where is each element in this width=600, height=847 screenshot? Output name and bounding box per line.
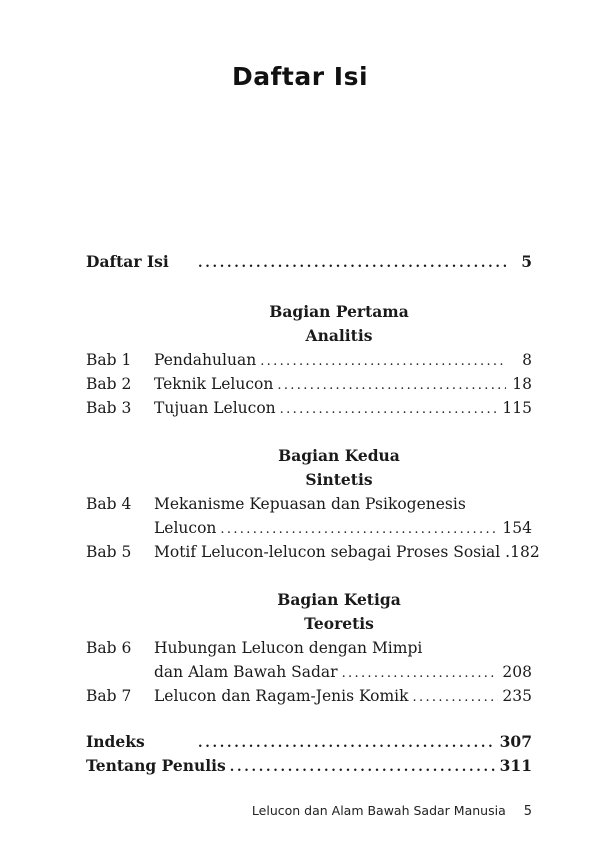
running-title: Lelucon dan Alam Bawah Sadar Manusia xyxy=(251,803,506,818)
toc-entry-continuation xyxy=(86,660,532,684)
toc-entry xyxy=(86,540,540,564)
dot-leader xyxy=(280,398,499,422)
part-label: Bagian Ketiga xyxy=(277,590,401,609)
toc-entry-title: Indeks xyxy=(86,732,145,751)
chapter-number: Bab 3 xyxy=(86,399,132,417)
toc-entry-page: 307 xyxy=(499,732,532,751)
part-name: Sintetis xyxy=(305,470,373,489)
toc-entry-title: Daftar Isi xyxy=(86,252,169,271)
chapter-page: 154 xyxy=(502,519,532,537)
toc-entry-title: Tentang Penulis xyxy=(86,756,226,775)
chapter-page: 8 xyxy=(522,351,532,369)
toc-entry-continuation xyxy=(86,516,532,540)
chapter-page: 18 xyxy=(512,375,532,393)
toc-entry xyxy=(86,636,532,660)
toc-entry xyxy=(86,492,532,516)
chapter-page: 182 xyxy=(510,543,540,561)
page-title: Daftar Isi xyxy=(231,62,369,91)
chapter-number: Bab 5 xyxy=(86,543,132,561)
chapter-number: Bab 2 xyxy=(86,375,132,393)
part-label: Bagian Pertama xyxy=(269,302,409,321)
dot-leader xyxy=(198,732,496,756)
chapter-page: 115 xyxy=(502,399,532,417)
chapter-title: Lelucon xyxy=(154,519,217,537)
toc-entry xyxy=(86,684,532,708)
part-label: Bagian Kedua xyxy=(278,446,400,465)
dot-leader xyxy=(277,374,506,398)
dot-leader xyxy=(413,686,499,710)
dot-leader xyxy=(198,252,506,276)
chapter-number: Bab 4 xyxy=(86,495,132,513)
chapter-title: dan Alam Bawah Sadar xyxy=(154,663,338,681)
chapter-title: Motif Lelucon-lelucon sebagai Proses Sosial . xyxy=(154,543,511,561)
page-number: 5 xyxy=(523,804,532,819)
dot-leader xyxy=(342,662,499,686)
dot-leader xyxy=(260,350,506,374)
table-of-contents xyxy=(86,250,540,778)
part-name: Teoretis xyxy=(304,614,374,633)
toc-entry xyxy=(86,396,532,420)
part-name: Analitis xyxy=(305,326,373,345)
dot-leader xyxy=(230,756,496,780)
page-footer xyxy=(0,803,532,819)
chapter-page: 235 xyxy=(502,687,532,705)
chapter-title: Mekanisme Kepuasan dan Psikogenesis xyxy=(154,495,466,513)
chapter-title: Teknik Lelucon xyxy=(154,375,274,393)
toc-entry-indeks xyxy=(86,730,532,754)
dot-leader xyxy=(220,518,498,542)
toc-entry xyxy=(86,348,532,372)
chapter-title: Tujuan Lelucon xyxy=(154,399,276,417)
chapter-number: Bab 6 xyxy=(86,639,132,657)
toc-entry-page: 5 xyxy=(521,252,532,271)
toc-entry xyxy=(86,372,532,396)
chapter-title: Lelucon dan Ragam-Jenis Komik xyxy=(154,687,409,705)
toc-entry-daftar-isi xyxy=(86,250,532,274)
toc-entry-tentang-penulis xyxy=(86,754,532,778)
chapter-title: Hubungan Lelucon dengan Mimpi xyxy=(154,639,423,657)
chapter-number: Bab 7 xyxy=(86,687,132,705)
chapter-page: 208 xyxy=(502,663,532,681)
chapter-title: Pendahuluan xyxy=(154,351,257,369)
chapter-number: Bab 1 xyxy=(86,351,132,369)
toc-entry-page: 311 xyxy=(499,756,532,775)
